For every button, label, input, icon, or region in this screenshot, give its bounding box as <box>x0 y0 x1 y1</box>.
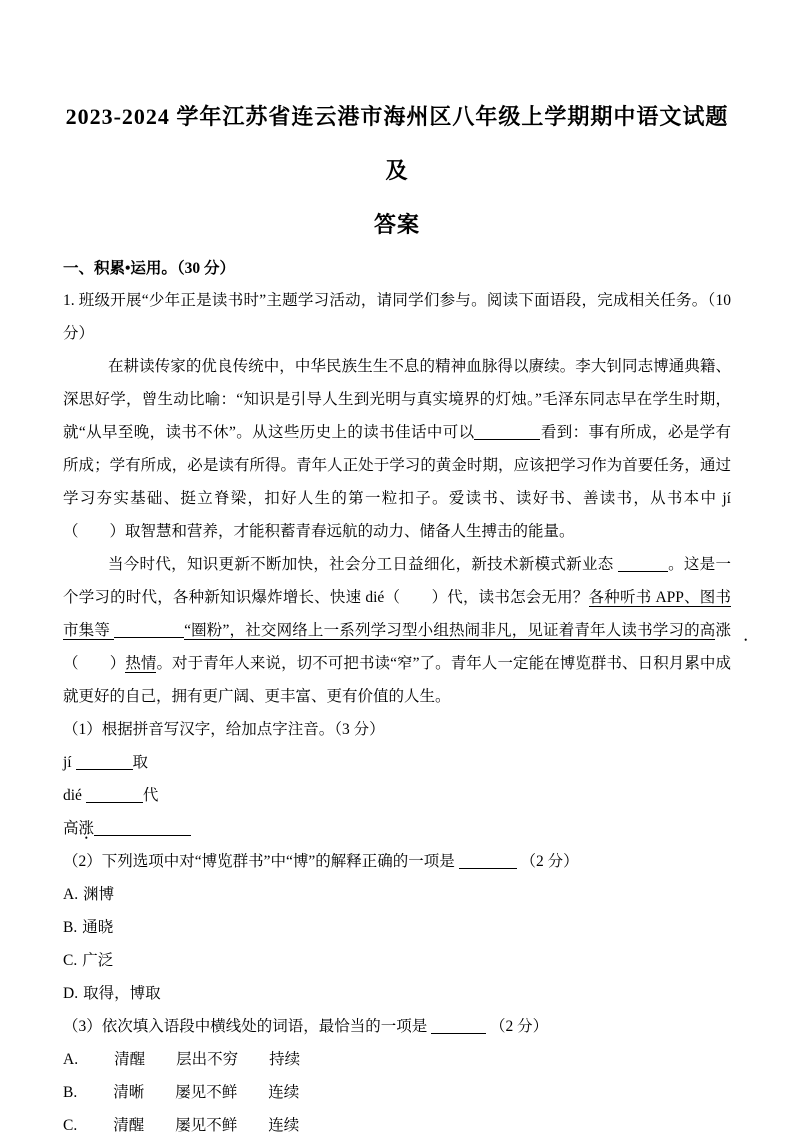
option-text: 渊博 <box>83 886 115 903</box>
option-word: 屡见不鲜 <box>175 1117 238 1134</box>
sub3-option-c <box>63 1109 731 1142</box>
option-word: 清晰 <box>113 1084 145 1101</box>
sub3-option-b <box>63 1076 731 1109</box>
sub2-option-c <box>63 944 731 977</box>
blank-underline <box>114 623 184 638</box>
question-1-block <box>63 284 731 1142</box>
sub2-option-a <box>63 878 731 911</box>
option-label: B. <box>63 919 78 936</box>
sub-question-3-prompt <box>63 1010 731 1043</box>
blank-underline <box>86 788 143 803</box>
option-word: 连续 <box>268 1084 300 1101</box>
text-segment: （ ） <box>63 655 126 672</box>
blank-underline <box>76 755 133 770</box>
option-word: 连续 <box>268 1117 300 1134</box>
page-title-line-1: 2023-2024 学年江苏省连云港市海州区八年级上学期期中语文试题及 <box>65 104 729 183</box>
option-word: 清醒 <box>113 1117 145 1134</box>
sub2-option-b <box>63 911 731 944</box>
blank-underline <box>431 1019 486 1034</box>
section-heading: 一、积累•运用。（30 分） <box>63 260 236 277</box>
text-segment: 高 <box>63 820 79 837</box>
option-label: B. <box>63 1084 78 1101</box>
blank-underline <box>459 854 517 869</box>
option-label: A. <box>63 1051 79 1068</box>
answer-line-die <box>63 779 731 812</box>
text-segment: dié <box>63 787 86 804</box>
dotted-char: 涨 <box>715 622 731 639</box>
dotted-char: 涨 <box>78 820 95 837</box>
text-segment: （3）依次填入语段中横线处的词语，最恰当的一项是 <box>63 1018 432 1035</box>
blank-underline <box>94 821 191 836</box>
text-segment: 在耕读传家的优良传统中，中华民族生生不息的精神血脉得以赓续。李大钊同志博通典籍、深思好学，曾生动比喻：“知识是引导人生到光明与真实境界的灯烛。”毛泽东同志早在学生时期，就“从早至晚，读书不休”。从这些历史上的读书佳话中可以 <box>63 358 731 441</box>
sub2-option-d <box>63 977 731 1010</box>
blank-underline <box>618 557 668 572</box>
text-segment: 各种听书 APP、图书市集等 <box>63 589 731 639</box>
option-word: 清醒 <box>114 1051 146 1068</box>
text-segment: 代 <box>142 787 159 804</box>
page-title-line-2: 答案 <box>373 212 420 237</box>
passage-paragraph-1 <box>63 350 731 548</box>
text-segment: （2 分） <box>486 1018 549 1035</box>
text-segment: 看到：事有所成，必是学有所成；学有所成，必是读有所得。青年人正处于学习的黄金时期，应该把学习作为首要任务，通过学习夯实基础、挺立脊梁，扣好人生的第一粒扣子。爱读书、读好书、善读书，从书本中 jí（ ）取智慧和营养，才能积蓄青春远航的动力、储备人生搏击的能量。 <box>63 424 731 540</box>
sub3-option-a <box>63 1043 731 1076</box>
option-text: 取得，博取 <box>83 985 161 1002</box>
option-text: 通晓 <box>82 919 114 936</box>
option-label: D. <box>63 985 79 1002</box>
text-segment: （2）下列选项中对“博览群书”中“博”的解释正确的一项是 <box>63 853 459 870</box>
option-word: 层出不穷 <box>176 1051 239 1068</box>
text-segment: 热情 <box>125 655 157 672</box>
answer-line-gaozhang <box>63 812 731 845</box>
option-label: C. <box>63 1117 78 1134</box>
text-segment: 取 <box>132 754 149 771</box>
blank-underline <box>474 425 540 440</box>
page-title <box>63 90 731 252</box>
text-segment: （2 分） <box>516 853 579 870</box>
text-segment: “圈粉”，社交网络上一系列学习型小组热闹非凡，见证着青年人读书学习的高 <box>184 622 716 639</box>
answer-line-ji <box>63 746 731 779</box>
option-label: A. <box>63 886 79 903</box>
option-word: 屡见不鲜 <box>175 1084 238 1101</box>
question-1-stem: 1. 班级开展“少年正是读书时”主题学习活动，请同学们参与。阅读下面语段，完成相关任务。（10 分） <box>63 292 731 342</box>
text-segment: （1）根据拼音写汉字，给加点字注音。（3 分） <box>63 721 385 738</box>
text-segment: 。对于青年人来说，切不可把书读“窄”了。青年人一定能在博览群书、日积月累中成就更好的自己，拥有更广阔、更丰富、更有价值的人生。 <box>63 655 731 705</box>
sub-question-2-prompt <box>63 845 731 878</box>
option-label: C. <box>63 952 78 969</box>
option-text: 广泛 <box>82 952 114 969</box>
text-segment: 。这是一个学习的时代，各种新知识爆炸增长、快速 dié（ ）代，读书怎会无用？ <box>63 556 731 606</box>
option-word: 持续 <box>269 1051 301 1068</box>
sub-question-1-prompt <box>63 713 731 746</box>
passage-paragraph-2 <box>63 548 731 713</box>
text-segment: 当今时代，知识更新不断加快，社会分工日益细化，新技术新模式新业态 <box>107 556 618 573</box>
text-segment: jí <box>63 754 76 771</box>
